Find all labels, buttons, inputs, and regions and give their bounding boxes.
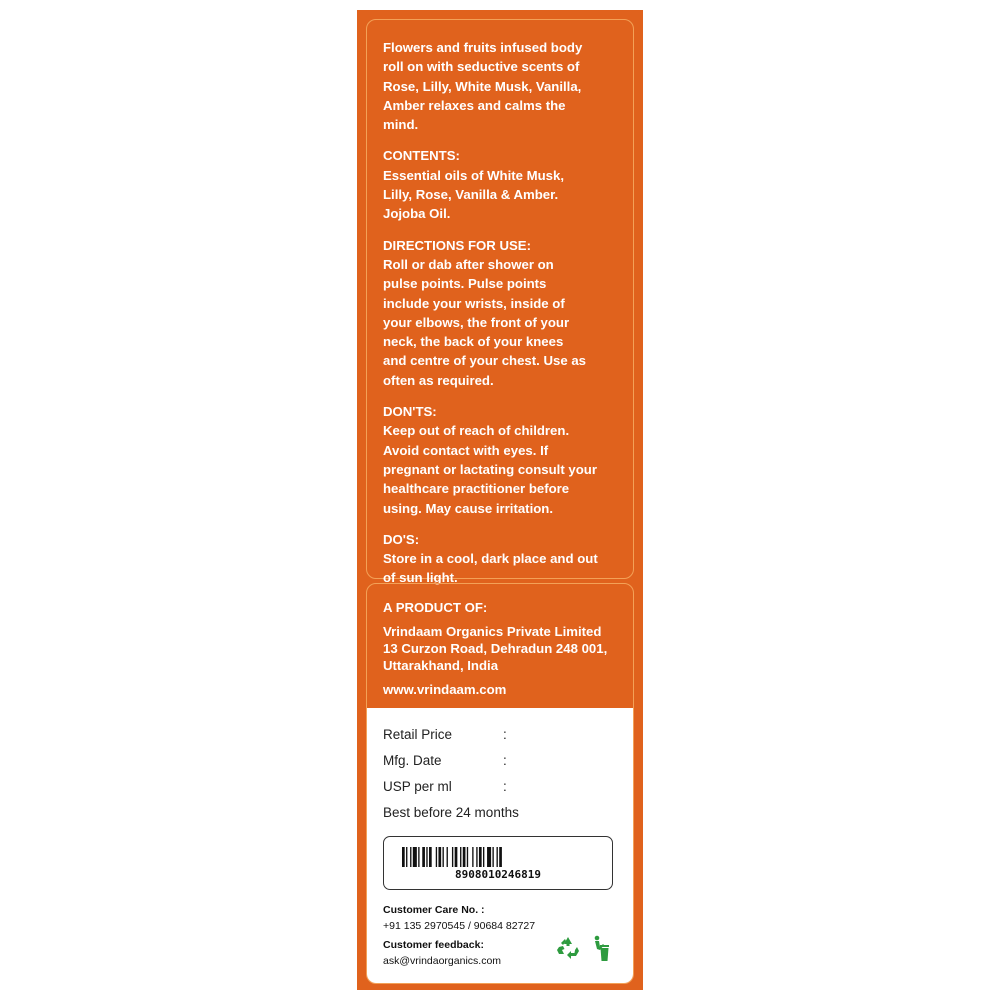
intro-line: roll on with seductive scents of <box>383 59 580 75</box>
producer-heading: A PRODUCT OF: <box>383 600 488 615</box>
recycle-icon <box>555 935 581 961</box>
barcode <box>383 836 613 890</box>
contents-block <box>383 146 621 223</box>
best-before-row <box>383 800 621 826</box>
dos-line: Store in a cool, dark place and out <box>383 551 598 567</box>
colon: : <box>503 727 507 742</box>
directions-line: neck, the back of your knees <box>383 334 564 350</box>
directions-line: pulse points. Pulse points <box>383 276 547 292</box>
donts-line: pregnant or lactating consult your <box>383 461 597 477</box>
product-panel <box>366 583 634 984</box>
intro-line: mind. <box>383 117 419 133</box>
dos-line: of sun light. <box>383 570 458 586</box>
donts-line: healthcare practitioner before <box>383 481 570 497</box>
contents-line: Essential oils of White Musk, <box>383 167 564 183</box>
dos-heading: DO'S: <box>383 531 420 547</box>
barcode-number: 8908010246819 <box>454 868 542 881</box>
directions-line: include your wrists, inside of <box>383 295 565 311</box>
donts-block <box>383 402 621 518</box>
mfg-date-row <box>383 748 621 774</box>
contents-line: Jojoba Oil. <box>383 206 451 222</box>
donts-line: Keep out of reach of children. <box>383 423 570 439</box>
producer-line: 13 Curzon Road, Dehradun 248 001, <box>383 641 608 657</box>
producer-block <box>367 584 633 708</box>
donts-heading: DON'TS: <box>383 404 437 420</box>
donts-line: Avoid contact with eyes. If <box>383 442 549 458</box>
best-before-label: Best before 24 months <box>383 805 519 820</box>
contents-heading: CONTENTS: <box>383 148 460 164</box>
colon: : <box>503 753 507 768</box>
customer-feedback-value: ask@vrindaorganics.com <box>383 955 502 967</box>
usp-row <box>383 774 621 800</box>
directions-line: and centre of your chest. Use as <box>383 353 587 369</box>
mfg-date-label: Mfg. Date <box>383 753 442 768</box>
producer-line: Vrindaam Organics Private Limited <box>383 624 602 640</box>
intro-line: Amber relaxes and calms the <box>383 97 566 113</box>
intro-line: Rose, Lilly, White Musk, Vanilla, <box>383 78 582 94</box>
directions-block <box>383 236 621 390</box>
usp-label: USP per ml <box>383 779 452 794</box>
product-label <box>357 10 643 990</box>
producer-line: Uttarakhand, India <box>383 658 499 674</box>
barcode-bars <box>402 847 592 867</box>
retail-price-row <box>383 722 621 748</box>
intro-line: Flowers and fruits infused body <box>383 40 583 55</box>
info-panel <box>366 19 634 586</box>
directions-heading: DIRECTIONS FOR USE: <box>383 237 531 253</box>
retail-price-label: Retail Price <box>383 727 453 742</box>
dos-block <box>383 530 621 588</box>
customer-care-label: Customer Care No. : <box>383 904 485 916</box>
directions-line: your elbows, the front of your <box>383 314 570 330</box>
directions-line: Roll or dab after shower on <box>383 256 554 272</box>
contents-line: Lilly, Rose, Vanilla & Amber. <box>383 187 559 203</box>
trash-bin-icon <box>589 935 611 963</box>
directions-line: often as required. <box>383 372 494 388</box>
customer-feedback-label: Customer feedback: <box>383 939 484 951</box>
disposal-icons <box>555 935 611 963</box>
price-section <box>367 708 633 983</box>
donts-line: using. May cause irritation. <box>383 500 554 516</box>
website-link: www.vrindaam.com <box>383 682 507 698</box>
customer-care-value: +91 135 2970545 / 90684 82727 <box>383 920 536 932</box>
intro-block <box>383 38 621 134</box>
colon: : <box>503 779 507 794</box>
